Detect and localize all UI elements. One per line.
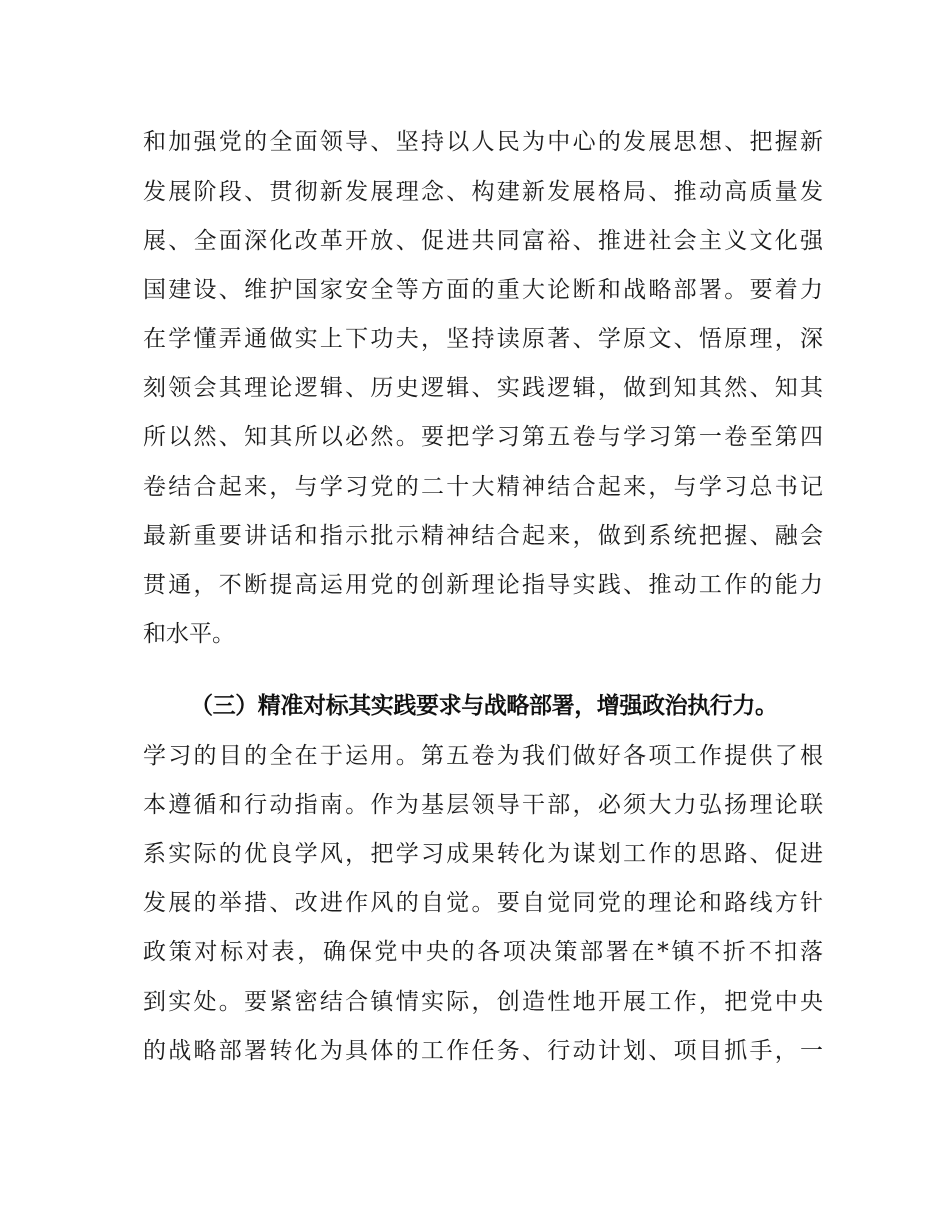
paragraph-line: 展、全面深化改革开放、促进共同富裕、推进社会主义文化强 — [143, 228, 823, 254]
paragraph-line: 卷结合起来，与学习党的二十大精神结合起来，与学习总书记 — [143, 474, 823, 500]
paragraph-line: 最新重要讲话和指示批示精神结合起来，做到系统把握、融会 — [143, 523, 823, 549]
paragraph-line: 所以然、知其所以必然。要把学习第五卷与学习第一卷至第四 — [143, 424, 823, 450]
paragraph-line: 本遵循和行动指南。作为基层领导干部，必须大力弘扬理论联 — [143, 792, 823, 818]
section-heading: （三）精准对标其实践要求与战略部署，增强政治执行力。 — [190, 693, 778, 719]
paragraph-line: 刻领会其理论逻辑、历史逻辑、实践逻辑，做到知其然、知其 — [143, 375, 823, 401]
paragraph-line: 贯通，不断提高运用党的创新理论指导实践、推动工作的能力 — [143, 572, 823, 598]
paragraph-line: 政策对标对表，确保党中央的各项决策部署在*镇不折不扣落 — [143, 939, 823, 965]
paragraph-line: 和加强党的全面领导、坚持以人民为中心的发展思想、把握新 — [143, 129, 823, 155]
paragraph-line: 学习的目的全在于运用。第五卷为我们做好各项工作提供了根 — [143, 743, 823, 769]
paragraph-line: 国建设、维护国家安全等方面的重大论断和战略部署。要着力 — [143, 277, 823, 303]
paragraph-line: 发展阶段、贯彻新发展理念、构建新发展格局、推动高质量发 — [143, 179, 823, 205]
paragraph-line: 发展的举措、改进作风的自觉。要自觉同党的理论和路线方针 — [143, 890, 823, 916]
paragraph-line: 的战略部署转化为具体的工作任务、行动计划、项目抓手，一 — [143, 1038, 823, 1064]
paragraph-line: 系实际的优良学风，把学习成果转化为谋划工作的思路、促进 — [143, 841, 823, 867]
paragraph-line: 到实处。要紧密结合镇情实际，创造性地开展工作，把党中央 — [143, 989, 823, 1015]
paragraph-line: 和水平。 — [143, 621, 235, 647]
paragraph-line: 在学懂弄通做实上下功夫，坚持读原著、学原文、悟原理，深 — [143, 326, 823, 352]
